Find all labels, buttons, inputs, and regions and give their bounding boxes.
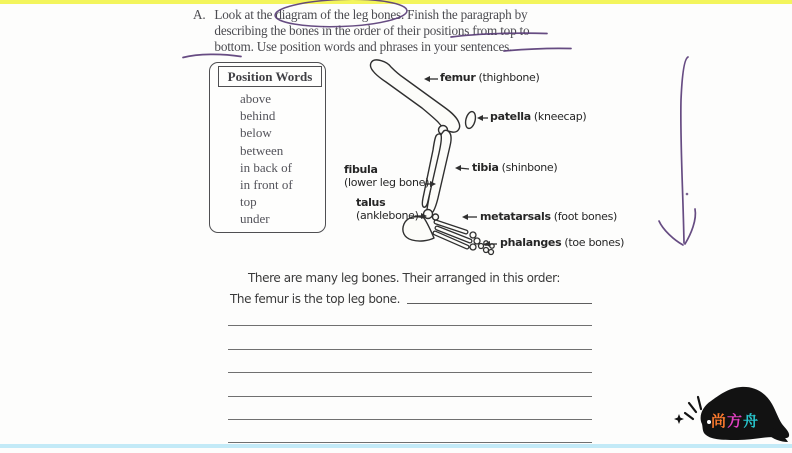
brand-logo-text bbox=[711, 410, 759, 431]
pen-down-arrow-left-wing bbox=[659, 221, 683, 245]
logo-char-1: 尚 bbox=[711, 412, 728, 430]
talus-label-name: talus bbox=[356, 196, 386, 209]
position-word: between bbox=[240, 142, 284, 158]
patella-label-name: patella bbox=[490, 110, 531, 123]
writing-lines bbox=[228, 303, 592, 443]
tibia-label-desc: (shinbone) bbox=[501, 161, 558, 174]
patella-label-desc: (kneecap) bbox=[533, 110, 587, 123]
instruction-line-1: Look at the diagram of the leg bones. Finish the paragraph by bbox=[214, 7, 528, 22]
talus-label bbox=[356, 196, 419, 222]
femur-label bbox=[440, 71, 540, 84]
instruction-line-3: bottom. Use position words and phrases in your sentences. bbox=[214, 39, 513, 55]
position-words-box bbox=[209, 62, 326, 233]
tibia-label bbox=[472, 161, 557, 174]
writing-line bbox=[228, 326, 592, 349]
talus-label-desc: (anklebone) bbox=[356, 209, 419, 222]
logo-char-2: 方 bbox=[727, 412, 744, 430]
position-words-title: Position Words bbox=[218, 66, 322, 87]
writing-line bbox=[228, 397, 592, 420]
metatarsals-label bbox=[480, 210, 617, 223]
position-word: in back of bbox=[240, 159, 292, 175]
fibula-label-desc: (lower leg bone) bbox=[344, 176, 430, 189]
patella-label bbox=[490, 110, 586, 123]
femur-label-name: femur bbox=[440, 71, 476, 84]
metatarsals-label-name: metatarsals bbox=[480, 210, 551, 223]
writing-line bbox=[228, 420, 592, 443]
position-word: above bbox=[240, 91, 272, 106]
tibia-label-name: tibia bbox=[472, 161, 499, 174]
metatarsals-label-desc: (foot bones) bbox=[553, 210, 618, 223]
instruction-line-2: describing the bones in the order of their positions from top to bbox=[214, 23, 530, 39]
fibula-label-name: fibula bbox=[344, 163, 378, 176]
pen-down-arrow-shaft bbox=[681, 57, 688, 243]
position-word: behind bbox=[240, 108, 276, 124]
paragraph-intro: There are many leg bones. Their arranged in this order: bbox=[248, 271, 561, 285]
instruction-block bbox=[193, 7, 529, 56]
position-word: under bbox=[240, 211, 270, 227]
writing-line bbox=[228, 303, 592, 326]
phalanges-label-desc: (toe bones) bbox=[564, 236, 625, 249]
whale-mascot-icon bbox=[656, 360, 792, 448]
item-label: A. bbox=[193, 7, 206, 22]
phalanges-label-name: phalanges bbox=[500, 236, 562, 249]
logo-char-3: 舟 bbox=[743, 412, 760, 430]
top-edge-strip bbox=[0, 0, 792, 4]
fibula-label bbox=[344, 163, 429, 189]
position-words-list bbox=[240, 90, 293, 228]
leg-bones-illustration bbox=[340, 58, 620, 258]
femur-label-desc: (thighbone) bbox=[478, 71, 540, 84]
writing-line bbox=[228, 373, 592, 396]
sentence-starter: The femur is the top leg bone. bbox=[230, 292, 401, 306]
pen-down-arrow-right-wing bbox=[685, 209, 695, 244]
brand-logo bbox=[656, 360, 792, 448]
pen-dot bbox=[686, 193, 689, 196]
writing-line bbox=[228, 350, 592, 373]
leg-bones-diagram bbox=[340, 58, 625, 258]
instruction-text bbox=[214, 7, 529, 56]
phalanges-label bbox=[500, 236, 624, 249]
position-word: below bbox=[240, 125, 272, 141]
position-word: in front of bbox=[240, 177, 293, 193]
position-word: top bbox=[240, 194, 257, 210]
